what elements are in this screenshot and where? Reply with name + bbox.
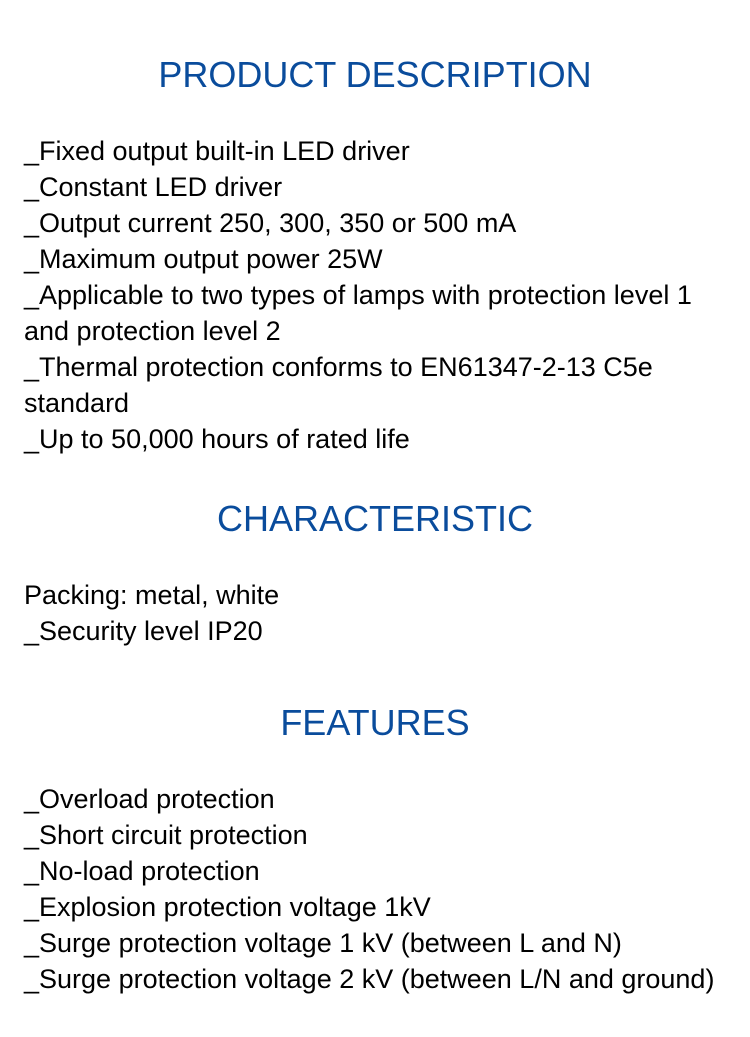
list-item: _Constant LED driver (24, 172, 283, 202)
list-item: _Security level IP20 (24, 616, 263, 646)
list-item: _Maximum output power 25W (24, 244, 383, 274)
list-item: _Applicable to two types of lamps with protection level 1 and protection level 2 (24, 280, 692, 346)
list-item: _Up to 50,000 hours of rated life (24, 424, 410, 454)
list-item: _Output current 250, 300, 350 or 500 mA (24, 208, 517, 238)
list-item: _Short circuit protection (24, 820, 308, 850)
characteristic-list (24, 577, 734, 649)
features-heading: FEATURES (280, 702, 470, 743)
list-item: _No-load protection (24, 856, 260, 886)
list-item: _Overload protection (24, 784, 275, 814)
product-description-list (24, 133, 734, 457)
product-description-heading: PRODUCT DESCRIPTION (158, 54, 592, 95)
list-item: _Explosion protection voltage 1kV (24, 892, 431, 922)
list-item: _Surge protection voltage 2 kV (between L/N and ground) (24, 964, 715, 994)
list-item: _Surge protection voltage 1 kV (between L and N) (24, 928, 622, 958)
list-item: Packing: metal, white (24, 580, 280, 610)
features-list (24, 781, 734, 997)
list-item: _Thermal protection conforms to EN61347-2-13 C5e standard (24, 352, 653, 418)
characteristic-heading: CHARACTERISTIC (216, 498, 534, 539)
list-item: _Fixed output built-in LED driver (24, 136, 410, 166)
